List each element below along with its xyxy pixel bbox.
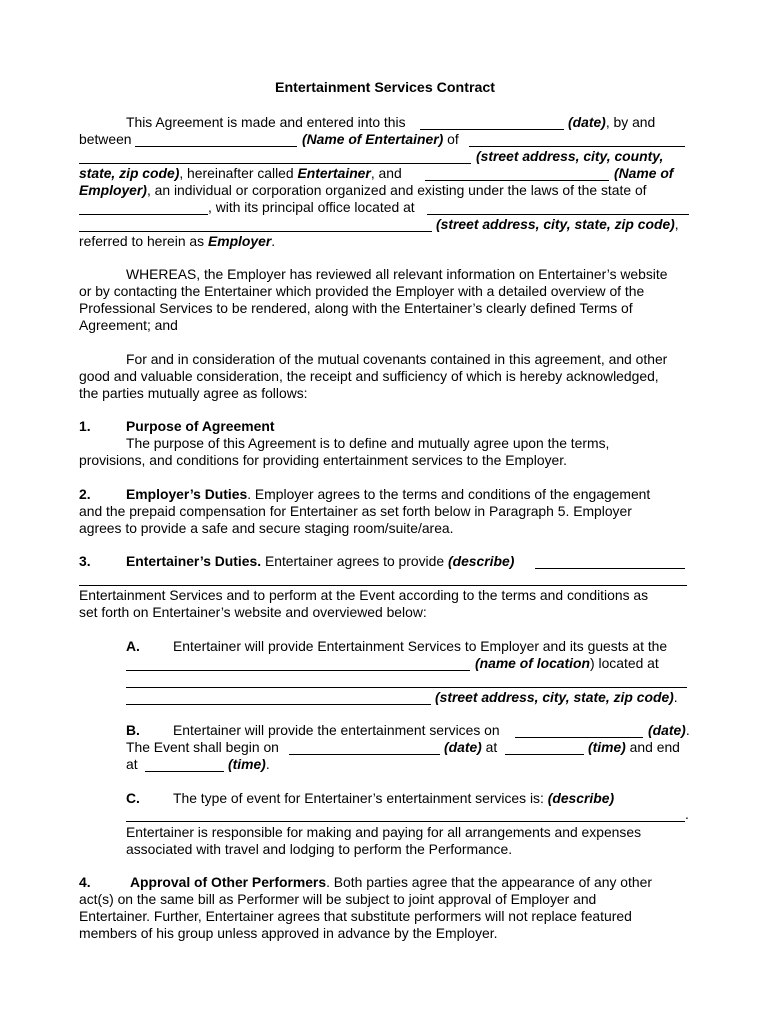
intro-line-2: between <box>79 131 132 147</box>
clause-c-line-1: The type of event for Entertainer’s entertainment services is: (describe) <box>173 790 615 806</box>
intro-line-1: This Agreement is made and entered into this <box>126 114 406 130</box>
clause-b-letter: B. <box>126 722 140 738</box>
clause-b-line-1: Entertainer will provide the entertainment services on <box>173 722 500 738</box>
section-2-line-2: and the prepaid compensation for Entertainer as set forth below in Paragraph 5. Employer <box>79 503 632 519</box>
state-blank[interactable] <box>79 214 208 215</box>
whereas-line: WHEREAS, the Employer has reviewed all relevant information on Entertainer’s website <box>126 266 668 282</box>
clause-a-line-1: Entertainer will provide Entertainment Services to Employer and its guests at the <box>173 638 668 654</box>
clause-a-line-2: (name of location) located at <box>475 655 659 671</box>
clause-c-period: . <box>685 806 689 822</box>
date-blank[interactable] <box>420 129 564 130</box>
section-4-number: 4. <box>79 874 91 890</box>
section-3-line-1: Entertainer’s Duties. Entertainer agrees to provide (describe) <box>126 553 515 569</box>
intro-line-8: referred to herein as Employer. <box>79 233 276 249</box>
consideration-line: good and valuable consideration, the receipt and sufficiency of which is hereby acknowledged, <box>79 368 659 384</box>
document-title: Entertainment Services Contract <box>275 80 495 96</box>
section-1-number: 1. <box>79 418 91 434</box>
clause-b-line-2: The Event shall begin on <box>126 739 279 755</box>
location-street-blank[interactable] <box>126 704 431 705</box>
entertainer-street-blank[interactable] <box>79 163 471 164</box>
section-3-line-4: set forth on Entertainer’s website and overviewed below: <box>79 604 427 620</box>
clause-c-line-3: Entertainer is responsible for making and paying for all arrangements and expenses <box>126 824 642 840</box>
intro-line-4: state, zip code), hereinafter called Entertainer, and <box>79 165 402 181</box>
clause-b-line-2-end: (time) and end <box>588 739 680 755</box>
section-2-number: 2. <box>79 486 91 502</box>
office-street-blank[interactable] <box>79 231 432 232</box>
start-time-blank[interactable] <box>505 754 584 755</box>
section-4-line-2: act(s) on the same bill as Performer will be subject to joint approval of Employer and <box>79 891 597 907</box>
section-2-line-1: Employer’s Duties. Employer agrees to the terms and conditions of the engagement <box>126 486 651 502</box>
intro-line-3: (street address, city, county, <box>476 148 664 164</box>
section-3-number: 3. <box>79 553 91 569</box>
clause-c-letter: C. <box>126 790 140 806</box>
section-3-line-3: Entertainment Services and to perform at the Event according to the terms and conditions as <box>79 587 649 603</box>
clause-b-line-3-end: (time). <box>228 756 270 772</box>
whereas-line: Professional Services to be rendered, along with the Entertainer’s clearly defined Terms of <box>79 300 633 316</box>
whereas-line: or by contacting the Entertainer which provided the Employer with a detailed overview of the <box>79 283 645 299</box>
intro-line-2-mid: (Name of Entertainer) of <box>302 131 459 147</box>
location-address-blank[interactable] <box>126 687 687 688</box>
intro-line-6: , with its principal office located at <box>208 199 415 215</box>
section-4-line-1: Approval of Other Performers. Both parties agree that the appearance of any other <box>130 874 652 890</box>
section-1-line: The purpose of this Agreement is to define and mutually agree upon the terms, <box>126 435 610 451</box>
services-description-line-blank[interactable] <box>79 585 687 586</box>
clause-c-line-4: associated with travel and lodging to perform the Performance. <box>126 841 513 857</box>
intro-line-1-end: (date), by and <box>568 114 656 130</box>
clause-a-line-4: (street address, city, state, zip code). <box>435 689 678 705</box>
clause-a-letter: A. <box>126 638 140 654</box>
services-description-blank[interactable] <box>535 568 685 569</box>
employer-name-blank[interactable] <box>425 180 609 181</box>
entertainer-address-blank[interactable] <box>469 146 685 147</box>
intro-line-5: Employer), an individual or corporation organized and existing under the laws of the state of <box>79 182 647 198</box>
whereas-line: Agreement; and <box>79 317 178 333</box>
service-date-blank[interactable] <box>515 737 643 738</box>
intro-line-4-end: (Name of <box>614 165 674 181</box>
consideration-line: the parties mutually agree as follows: <box>79 385 308 401</box>
clause-b-line-2-mid: (date) at <box>444 739 498 755</box>
section-1-heading: Purpose of Agreement <box>126 418 275 434</box>
clause-b-line-1-end: (date). <box>648 722 690 738</box>
consideration-line: For and in consideration of the mutual covenants contained in this agreement, and other <box>126 351 668 367</box>
section-2-line-3: agrees to provide a safe and secure staging room/suite/area. <box>79 520 454 536</box>
section-4-line-3: Entertainer. Further, Entertainer agrees that substitute performers will not replace featured <box>79 908 632 924</box>
section-1-line: provisions, and conditions for providing entertainment services to the Employer. <box>79 452 567 468</box>
location-name-blank[interactable] <box>126 670 470 671</box>
event-type-blank[interactable] <box>126 821 685 822</box>
event-date-blank[interactable] <box>289 754 440 755</box>
section-4-line-4: members of his group unless approved in advance by the Employer. <box>79 925 498 941</box>
office-address-blank[interactable] <box>427 214 689 215</box>
entertainer-name-blank[interactable] <box>135 146 297 147</box>
clause-b-line-3: at <box>126 756 138 772</box>
intro-line-7: (street address, city, state, zip code), <box>436 216 679 232</box>
end-time-blank[interactable] <box>145 771 224 772</box>
